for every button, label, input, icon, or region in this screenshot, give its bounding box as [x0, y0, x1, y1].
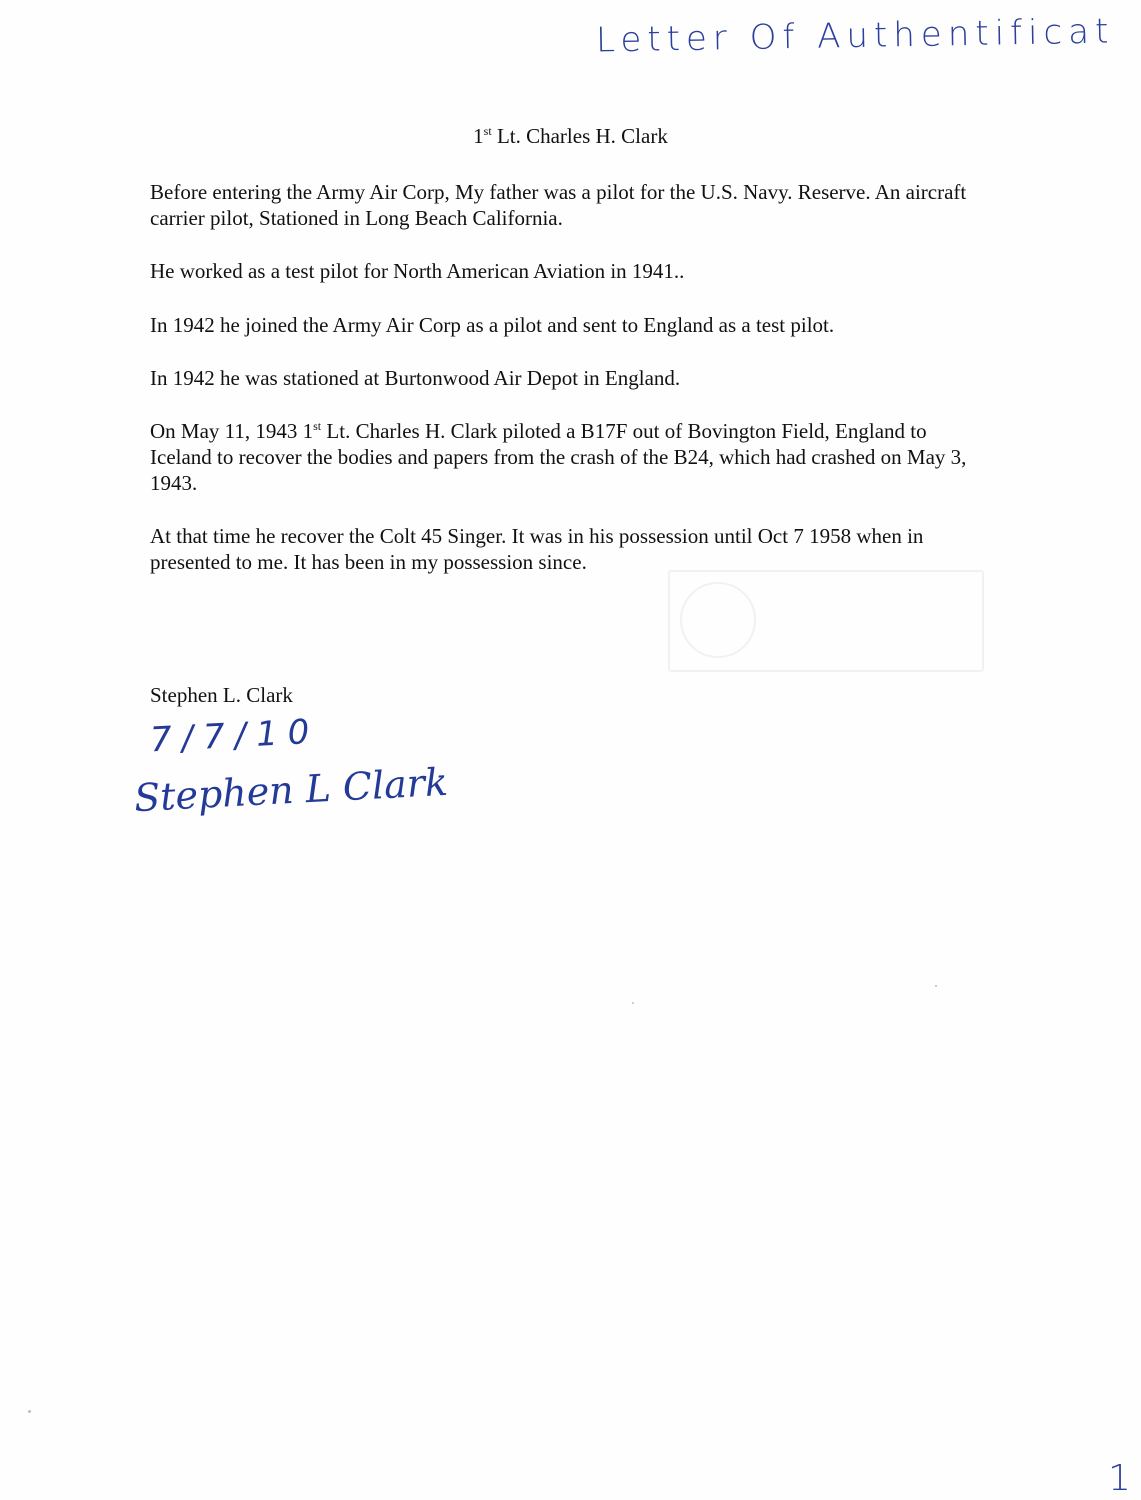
bleed-through-seal-icon: [680, 582, 756, 658]
heading-name: Lt. Charles H. Clark: [496, 124, 668, 148]
handwritten-title: Letter Of Authentificat: [595, 11, 1115, 61]
paragraph-burtonwood: In 1942 he was stationed at Burtonwood Air Depot in England.: [150, 366, 681, 390]
heading-rank: 1: [473, 124, 484, 148]
paper-speck: [28, 1410, 31, 1413]
handwritten-signature: Stephen L Clark: [133, 759, 449, 821]
paragraph-iceland-flight: [150, 418, 980, 496]
p5-end: Lt. Charles H. Clark piloted a B17F out of Bovington Field, England to Iceland to recover the bodies and papers from the crash of the B24, which had crashed on May 3, 1943.: [150, 419, 967, 495]
paragraph-navy-service: Before entering the Army Air Corp, My father was a pilot for the U.S. Navy. Reserve. An aircraft carrier pilot, Stationed in Long Beach California.: [150, 180, 967, 230]
paper-speck: [935, 985, 937, 987]
p5-suffix: st: [313, 419, 322, 433]
handwritten-date: 7/7/10: [149, 711, 321, 761]
paragraph-joined-air-corp: In 1942 he joined the Army Air Corp as a pilot and sent to England as a test pilot.: [150, 313, 835, 337]
paragraph-test-pilot: He worked as a test pilot for North American Aviation in 1941..: [150, 259, 685, 283]
heading-rank-suffix: st: [483, 124, 492, 138]
letter-heading: [0, 124, 1141, 149]
page-number: 1: [1108, 1458, 1131, 1499]
paragraph-colt-singer: At that time he recover the Colt 45 Singer. It was in his possession until Oct 7 1958 when in presented to me. It has been in my possession since.: [150, 524, 924, 574]
p5-start: On May 11, 1943 1: [150, 419, 314, 443]
paper-speck: [632, 1002, 634, 1004]
signer-name: Stephen L. Clark: [150, 683, 293, 707]
